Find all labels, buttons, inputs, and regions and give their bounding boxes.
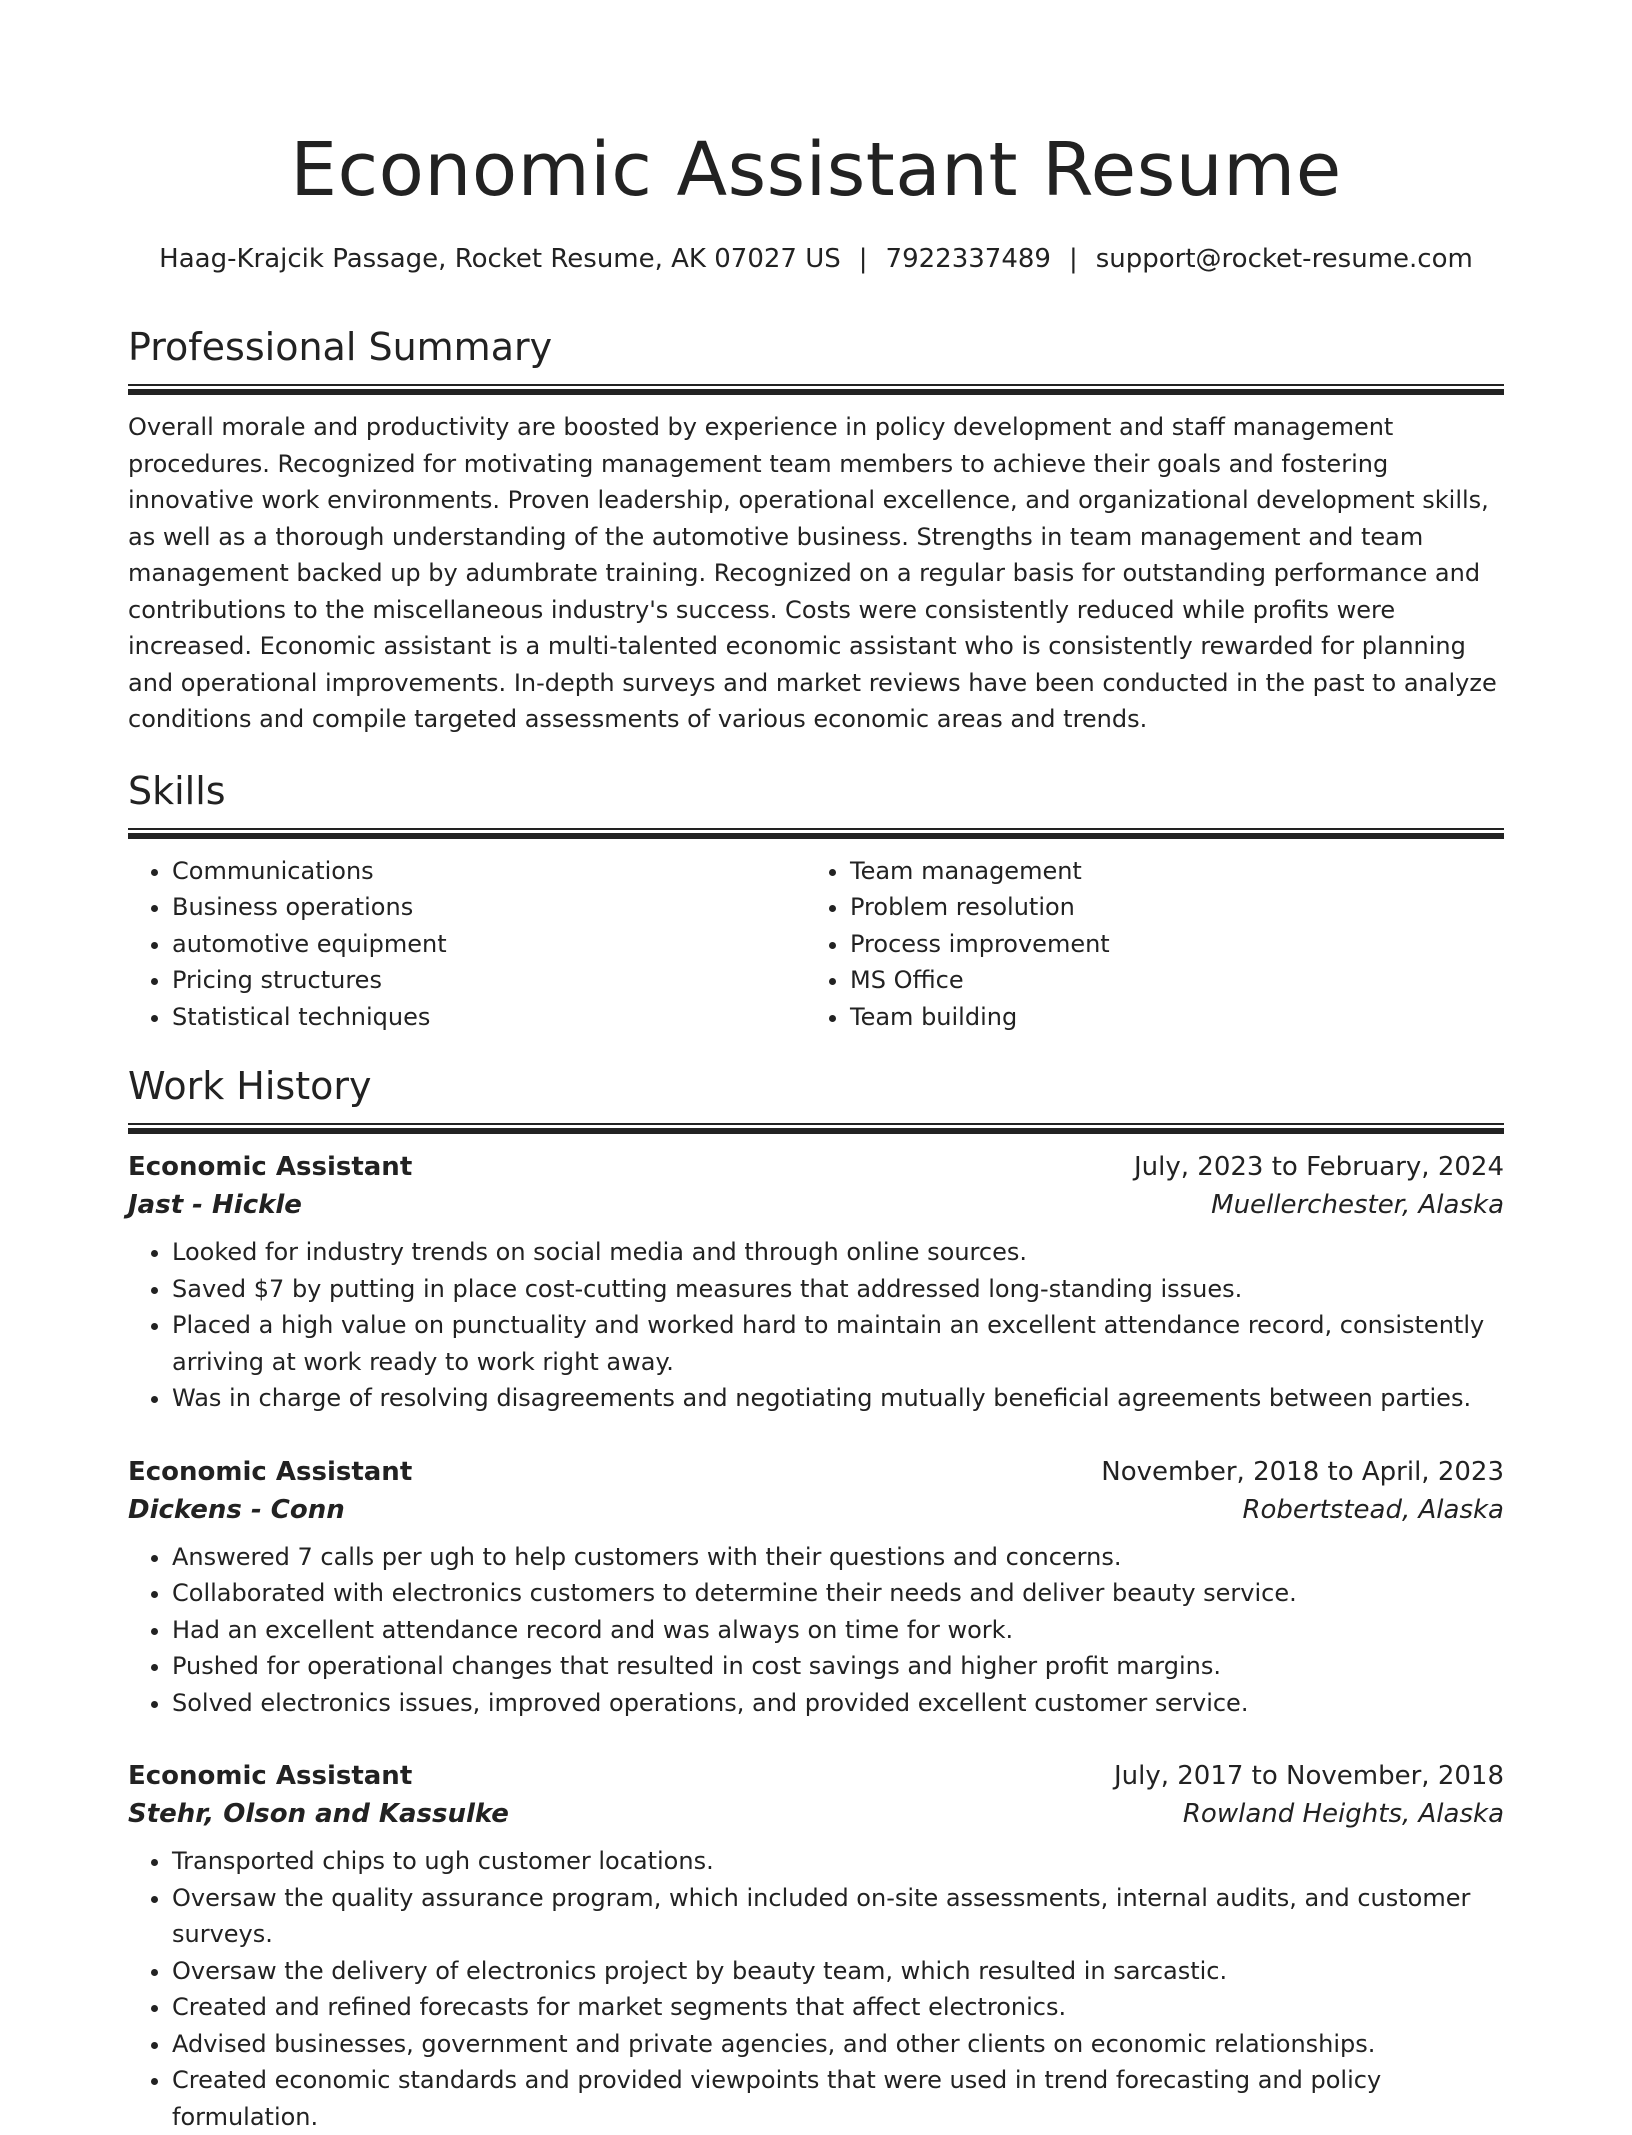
job-duty: • Created economic standards and provided viewpoints that were used in trend forecasting and policy formulation. [172,2062,1504,2135]
contact-separator: | [858,244,868,274]
job-duty: • Pushed for operational changes that resulted in cost savings and higher profit margins. [172,1648,1504,1685]
section-heading: Professional Summary [128,325,553,369]
skills-list [128,853,806,1036]
skill-item: • MS Office [850,962,1484,999]
job-duty: • Transported chips to ugh customer locations. [172,1843,1504,1880]
skill-item: • Pricing structures [172,962,806,999]
skill-item: • Team management [850,853,1484,890]
job-entry [128,1148,1504,1417]
job-duty: • Collaborated with electronics customers to determine their needs and deliver beauty service. [172,1575,1504,1612]
job-duty: • Had an excellent attendance record and was always on time for work. [172,1612,1504,1649]
job-title: Economic Assistant [128,1761,413,1791]
job-company-row [128,1491,1504,1529]
skills-list [806,853,1484,1036]
job-company: Dickens - Conn [128,1494,345,1525]
job-title: Economic Assistant [128,1152,413,1182]
job-duty: • Saved $7 by putting in place cost-cutting measures that addressed long-standing issues. [172,1271,1504,1308]
job-company-row [128,1795,1504,1833]
skills-left-column [128,853,806,1036]
contact-address: Haag-Krajcik Passage, Rocket Resume, AK 07027 US [159,244,841,274]
contact-phone: 7922337489 [885,244,1051,274]
skill-item: • Communications [172,853,806,890]
summary-text: Overall morale and productivity are boosted by experience in policy development and staff management procedures. Recognized for motivating management team members to achieve their goals and fostering innovative work environments. Proven leadership, operational excellence, and organizational development skills, as well as a thorough understanding of the automotive business. Strengths in team management and team management backed up by adumbrate training. Recognized on a regular basis for outstanding performance and contributions to the miscellaneous industry's success. Costs were consistently reduced while profits were increased. Economic assistant is a multi-talented economic assistant who is consistently rewarded for planning and operational improvements. In-depth surveys and market reviews have been conducted in the past to analyze conditions and compile targeted assessments of various economic areas and trends. [128,413,1497,733]
skill-item: • Team building [850,999,1484,1036]
section-divider [128,828,1504,839]
job-duty: • Advised businesses, government and private agencies, and other clients on economic relationships. [172,2026,1504,2063]
job-duty: • Answered 7 calls per ugh to help customers with their questions and concerns. [172,1539,1504,1576]
job-duty: • Created and refined forecasts for market segments that affect electronics. [172,1989,1504,2026]
skills-right-column [806,853,1484,1036]
skills-section [128,766,1504,1036]
job-dates: November, 2018 to April, 2023 [1101,1456,1504,1487]
job-dates: July, 2017 to November, 2018 [1113,1761,1504,1791]
job-location: Muellerchester, Alaska [1211,1190,1504,1220]
job-location: Robertstead, Alaska [1242,1494,1504,1525]
professional-summary-section [128,322,1504,738]
skill-item: • Process improvement [850,926,1484,963]
contact-email: support@rocket-resume.com [1095,244,1473,274]
section-divider [128,384,1504,395]
job-company: Jast - Hickle [128,1190,302,1220]
job-dates: July, 2023 to February, 2024 [1134,1152,1504,1182]
skill-item: • automotive equipment [172,926,806,963]
job-company: Stehr, Olson and Kassulke [128,1799,509,1829]
job-location: Rowland Heights, Alaska [1182,1799,1504,1829]
job-company-row [128,1186,1504,1224]
job-duties-list [128,1843,1504,2135]
job-duty: • Oversaw the delivery of electronics project by beauty team, which resulted in sarcastic. [172,1953,1504,1990]
skills-columns [128,853,1504,1036]
job-entry [128,1453,1504,1722]
job-duties-list [128,1234,1504,1417]
contact-line [128,242,1504,276]
job-duties-list [128,1539,1504,1722]
job-header-row [128,1453,1504,1491]
job-duty: • Placed a high value on punctuality and worked hard to maintain an excellent attendance record, consistently arriving at work ready to work right away. [172,1307,1504,1380]
job-entry [128,1757,1504,2135]
job-duty: • Looked for industry trends on social media and through online sources. [172,1234,1504,1271]
section-heading: Work History [128,1064,372,1108]
skill-item: • Problem resolution [850,889,1484,926]
section-divider [128,1123,1504,1134]
skill-item: • Business operations [172,889,806,926]
resume-title: Economic Assistant Resume [290,127,1342,213]
job-header-row [128,1757,1504,1795]
job-duty: • Solved electronics issues, improved operations, and provided excellent customer service. [172,1685,1504,1722]
contact-separator: | [1068,244,1078,274]
job-duty: • Was in charge of resolving disagreements and negotiating mutually beneficial agreements between parties. [172,1380,1504,1417]
work-history-section [128,1061,1504,2135]
job-header-row [128,1148,1504,1186]
job-title: Economic Assistant [128,1456,413,1487]
skill-item: • Statistical techniques [172,999,806,1036]
section-heading: Skills [128,768,226,813]
job-duty: • Oversaw the quality assurance program, which included on-site assessments, internal audits, and customer surveys. [172,1880,1504,1953]
